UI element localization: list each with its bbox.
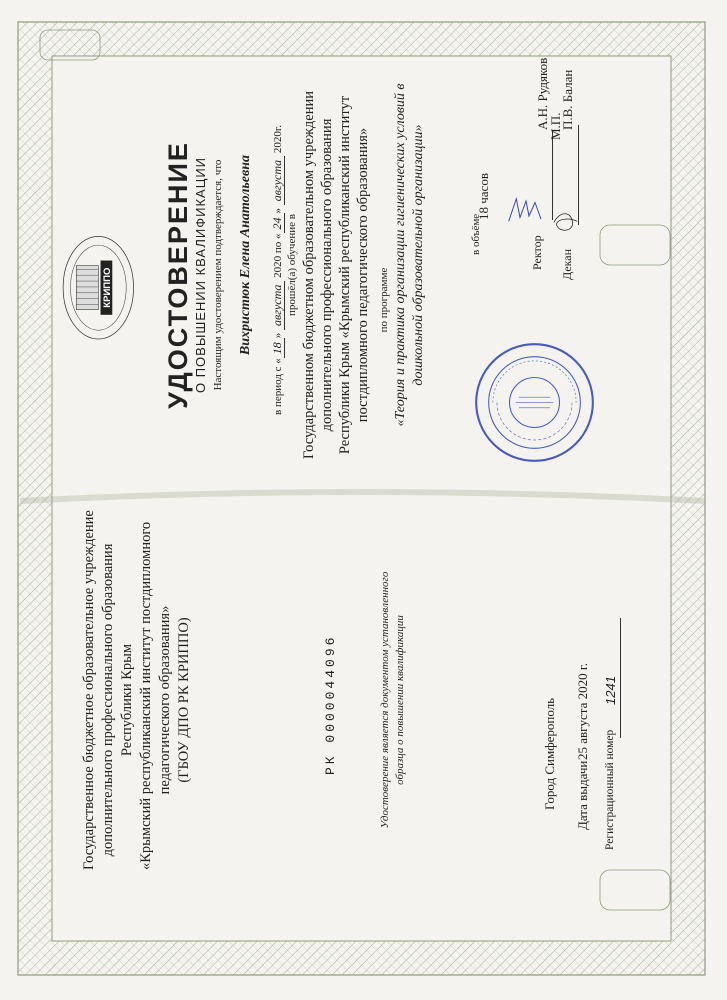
period-start-month: августа [270,281,285,330]
training-period: в период с «18» августа 2020 по «24» августа 2020г. [270,125,284,415]
certificate-intro: Настоящим удостоверением подтверждается, что [212,159,224,391]
training-text: прошёл(а) обучение в [286,214,298,316]
certificate-note [378,550,408,850]
issuer-line: Государственное бюджетное образовательное учреждение [81,510,97,870]
stamp-place-label: М.П. [548,112,563,140]
program-title [392,20,428,490]
institution-line: постдипломного педагогического образования» [355,127,371,423]
period-prefix: в период с « [272,358,284,415]
institution-line: Республики Крым «Крымский республиканский институт [337,95,353,455]
program-line: дошкольной образовательной организации» [411,124,426,386]
period-year-suffix: г. [272,125,284,132]
holder-name: Вихристюк Елена Анатольевна [238,154,253,356]
period-start-year: 2020 [272,255,284,278]
issuer-organization [80,510,194,870]
hours-value: 18 часов [476,173,491,220]
period-end-day: 24 [270,213,285,233]
note-line: образца о повышении квалификации [394,615,406,785]
institution-line: дополнительного профессионального образования [319,118,335,432]
hours-label: в объёме [470,213,482,255]
issuer-line: «Крымский республиканский институт постдипломного [138,521,154,870]
certificate-subtitle: О ПОВЫШЕНИИ КВАЛИФИКАЦИИ [193,156,208,394]
certificate-title: УДОСТОВЕРЕНИЕ [163,141,193,409]
serial-number: РК 0000044096 [323,634,338,775]
registration-label: Регистрационный номер [604,729,616,850]
institution [300,60,372,490]
dean-label: Декан [560,248,574,280]
rector-name: А.Н. Рудяков [535,57,550,130]
rector-signature-line [552,130,553,220]
program-line: «Теория и практика организации гигиенических условий в [393,83,408,427]
rector-label: Ректор [530,235,544,270]
issue-date-label: Дата выдачи [575,760,590,830]
city: Город Симферополь [542,697,557,810]
period-end-year: 2020 [272,131,284,154]
period-to: по « [272,233,284,254]
issuer-line: дополнительного профессионального образования [100,543,116,857]
note-line: Удостоверение является документом установленного [379,571,391,829]
period-start-day: 18 [270,338,285,358]
program-label: по программе [378,267,390,333]
institution-line: Государственном бюджетном образовательном учреждении [301,90,317,460]
dean-signature-line [578,125,579,225]
issue-date-value: 25 августа 2020 г. [575,663,590,760]
registration-line [620,618,621,738]
issuer-line: (ГБОУ ДПО РК КРИППО) [176,617,192,783]
issuer-line: педагогического образования» [157,605,173,795]
issuer-line: Республики Крым [119,643,135,757]
logo-text: КРИППО [102,267,114,308]
registration-number: 1241 [603,676,618,705]
period-end-month: августа [270,156,285,205]
dean-name: П.В. Балан [560,69,575,130]
